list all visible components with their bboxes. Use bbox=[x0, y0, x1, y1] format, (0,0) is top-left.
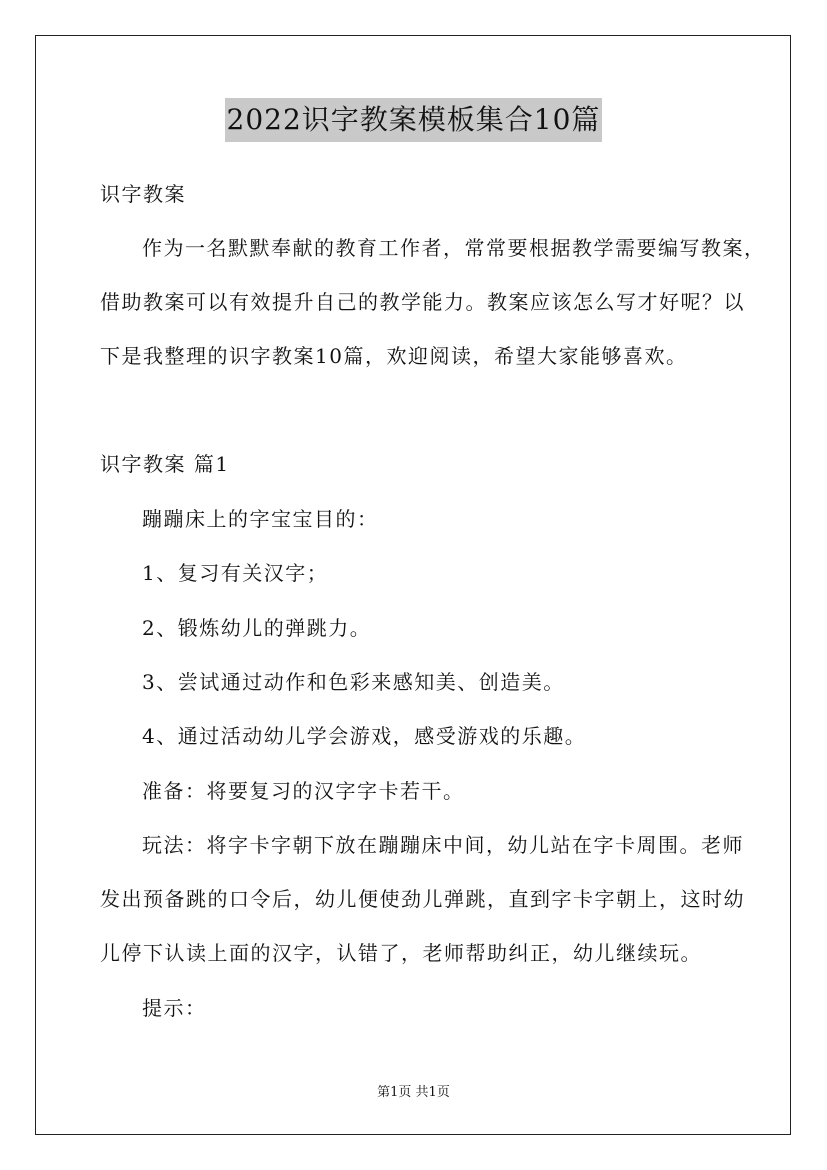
section-line-1: 蹦蹦床上的字宝宝目的： bbox=[142, 507, 379, 531]
title-container bbox=[0, 98, 827, 142]
intro-line-1: 作为一名默默奉献的教育工作者，常常要根据教学需要编写教案， bbox=[142, 236, 766, 260]
section-line-4: 3、尝试通过动作和色彩来感知美、创造美。 bbox=[142, 670, 565, 694]
section-line-3: 2、锻炼幼儿的弹跳力。 bbox=[142, 616, 372, 640]
section-line-6: 准备：将要复习的汉字字卡若干。 bbox=[142, 779, 465, 803]
section-line-2: 1、复习有关汉字； bbox=[142, 561, 329, 585]
play-line-3: 儿停下认读上面的汉字，认错了，老师帮助纠正，幼儿继续玩。 bbox=[100, 941, 702, 965]
play-line-2: 发出预备跳的口令后，幼儿便使劲儿弹跳，直到字卡字朝上，这时幼 bbox=[100, 887, 745, 911]
intro-line-3: 下是我整理的识字教案10篇，欢迎阅读，希望大家能够喜欢。 bbox=[100, 344, 688, 368]
page-footer: 第1页 共1页 bbox=[377, 1085, 450, 1100]
section-heading: 识字教案 篇1 bbox=[100, 452, 230, 476]
hint-line: 提示： bbox=[142, 996, 207, 1020]
intro-heading: 识字教案 bbox=[100, 182, 186, 206]
play-line-1: 玩法：将字卡字朝下放在蹦蹦床中间，幼儿站在字卡周围。老师 bbox=[142, 833, 744, 857]
section-line-5: 4、通过活动幼儿学会游戏，感受游戏的乐趣。 bbox=[142, 724, 587, 748]
intro-line-2: 借助教案可以有效提升自己的教学能力。教案应该怎么写才好呢？以 bbox=[100, 290, 745, 314]
document-title: 2022识字教案模板集合10篇 bbox=[225, 98, 603, 142]
